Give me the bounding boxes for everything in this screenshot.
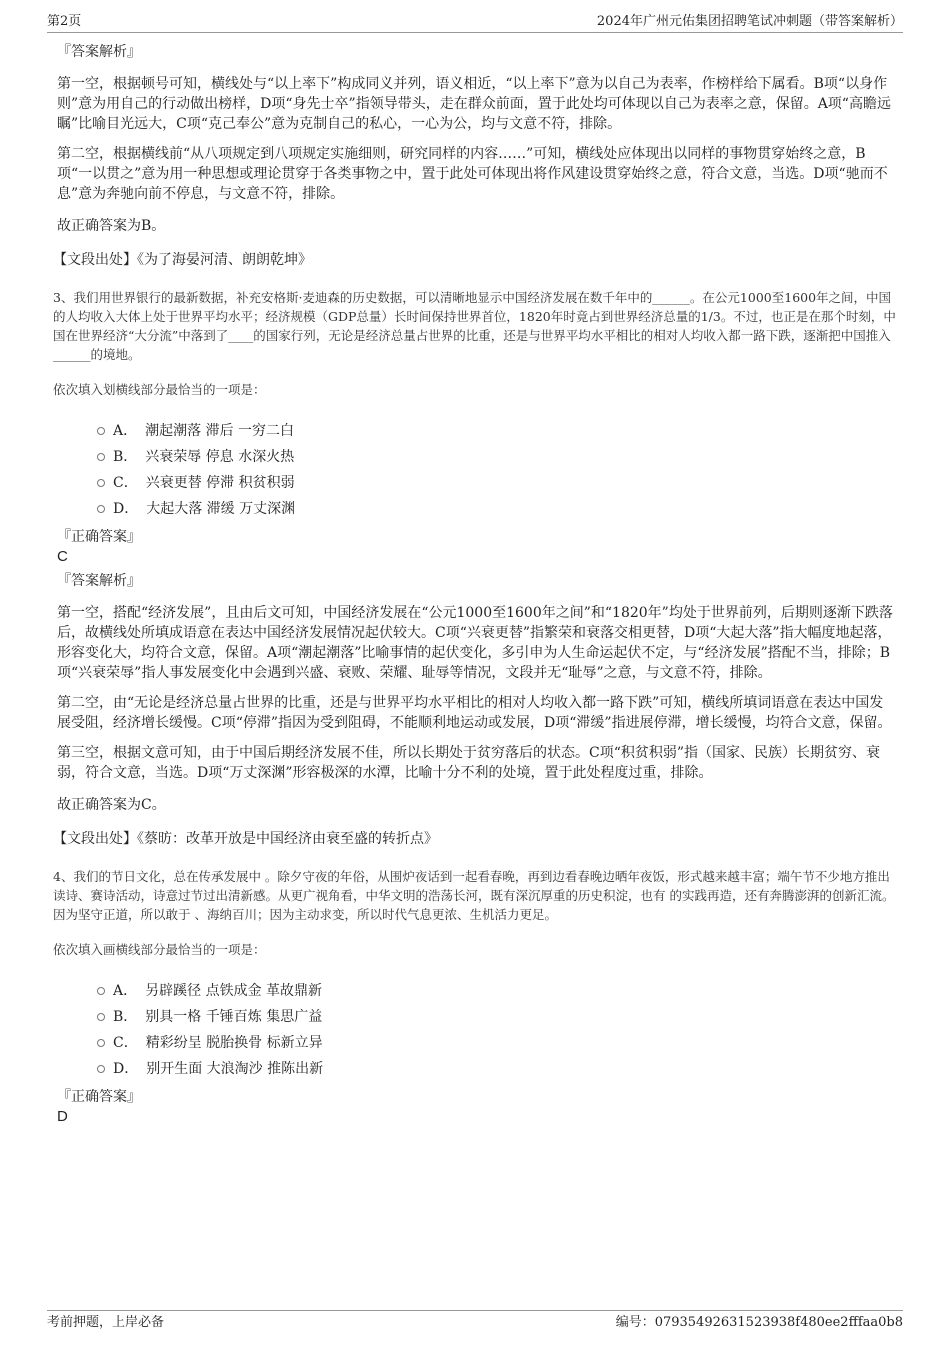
radio-button[interactable] [97, 1013, 105, 1021]
correct-answer-value: C [57, 548, 68, 565]
analysis-paragraph: 第一空，搭配“经济发展”，且由后文可知，中国经济发展在“公元1000至1600年之间”和“1820年”均处于世界前列，后期则逐渐下跌落后，故横线处所填成语意在表达中国经济发展情况起伏较大。C项“兴衰更替”指繁荣和衰落交相更替，D项“大起大落”指大幅度地起落，形容变化大，均符合文意，保留。A项“潮起潮落”比喻事情的起伏变化，多引申为人生命运起伏不定，与“经济发展”搭配不当，排除；B项“兴衰荣辱”指人事发展变化中会遇到兴盛、衰败、荣耀、耻辱等情况，文段并无“耻辱”之意，与文意不符，排除。 [57, 605, 893, 681]
document-title: 2024年广州元佑集团招聘笔试冲刺题（带答案解析） [596, 14, 903, 29]
option-b[interactable]: B． 别具一格 千锤百炼 集思广益 [97, 1004, 897, 1030]
page-content [53, 42, 897, 1126]
document-id: 编号：07935492631523938f480ee2fffaa0b8 [615, 1315, 903, 1330]
question-4-prompt: 依次填入画横线部分最恰当的一项是： [53, 942, 266, 957]
final-answer: 故正确答案为B。 [57, 218, 166, 234]
analysis-paragraph: 第一空，根据顿号可知，横线处与“以上率下”构成同义并列，语义相近，“以上率下”意为以自己为表率，作榜样给下属看。B项“以身作则”意为用自己的行动做出榜样，D项“身先士卒”指领导带头，走在群众前面，置于此处均可体现以自己为表率之意，保留。A项“高瞻远瞩”比喻目光远大，C项“克己奉公”意为克制自己的私心，一心为公，均与文意不符，排除。 [57, 76, 891, 132]
analysis-paragraph: 第三空，根据文意可知，由于中国后期经济发展不佳，所以长期处于贫穷落后的状态。C项“积贫积弱”指（国家、民族）长期贫穷、衰弱，符合文意，当选。D项“万丈深渊”形容极深的水潭，比喻十分不利的处境，置于此处程度过重，排除。 [57, 745, 881, 781]
correct-answer-label: 『正确答案』 [57, 529, 141, 545]
analysis-label: 『答案解析』 [57, 44, 141, 60]
question-4-options [97, 978, 897, 1082]
page-footer [47, 1310, 903, 1333]
option-d[interactable]: D． 大起大落 滞缓 万丈深渊 [97, 496, 897, 522]
radio-button[interactable] [97, 427, 105, 435]
radio-button[interactable] [97, 453, 105, 461]
option-c[interactable]: C． 精彩纷呈 脱胎换骨 标新立异 [97, 1030, 897, 1056]
question-3-options [97, 418, 897, 522]
radio-button[interactable] [97, 1039, 105, 1047]
option-a[interactable]: A． 另辟蹊径 点铁成金 革故鼎新 [97, 978, 897, 1004]
source-citation: 【文段出处】《蔡昉：改革开放是中国经济由衰至盛的转折点》 [53, 831, 438, 847]
page-number: 第2页 [47, 14, 82, 29]
analysis-paragraph: 第二空，由“无论是经济总量占世界的比重，还是与世界平均水平相比的相对人均收入都一路下跌”可知，横线所填词语意在表达中国发展受阻，经济增长缓慢。C项“停滞”指因为受到阻碍，不能顺利地运动或发展，D项“滞缓”指进展停滞，增长缓慢，均符合文意，保留。 [57, 695, 892, 731]
radio-button[interactable] [97, 987, 105, 995]
radio-button[interactable] [97, 479, 105, 487]
analysis-label: 『答案解析』 [57, 573, 141, 589]
option-d[interactable]: D． 别开生面 大浪淘沙 推陈出新 [97, 1056, 897, 1082]
final-answer: 故正确答案为C。 [57, 797, 166, 813]
correct-answer-label: 『正确答案』 [57, 1089, 141, 1105]
analysis-paragraph: 第二空，根据横线前“从八项规定到八项规定实施细则，研究同样的内容……”可知，横线处应体现出以同样的事物贯穿始终之意，B项“一以贯之”意为用一种思想或理论贯穿于各类事物之中，置于此处可体现出将作风建设贯穿始终之意，符合文意，当选。D项“驰而不息”意为奔驰向前不停息，与文意不符，排除。 [57, 146, 888, 202]
page-header [47, 12, 903, 33]
question-3-text: 3、我们用世界银行的最新数据，补充安格斯·麦迪森的历史数据，可以清晰地显示中国经济发展在数千年中的______。在公元1000至1600年之间，中国的人均收入大体上处于世界平均水平；经济规模（GDP总量）长时间保持世界首位，1820年时竟占到世界经济总量的1/3。不过，也正是在那个时刻，中国在世界经济“大分流”中落到了____的国家行列，无论是经济总量占世界的比重，还是与世界平均水平相比的相对人均收入都一路下跌，逐渐把中国推入______的境地。 [53, 290, 896, 362]
question-3-prompt: 依次填入划横线部分最恰当的一项是： [53, 382, 266, 397]
option-b[interactable]: B． 兴衰荣辱 停息 水深火热 [97, 444, 897, 470]
question-4-text: 4、我们的节日文化，总在传承发展中 。除夕守夜的年俗，从围炉夜话到一起看春晚，再到边看春晚边晒年夜饭，形式越来越丰富；端午节不少地方推出读诗、赛诗活动，诗意过节过出清新感。从更广视角看，中华文明的浩荡长河，既有深沉厚重的历史积淀，也有 的实践再造，还有奔腾澎湃的创新汇流。因为坚守正道，所以敢于 、海纳百川；因为主动求变，所以时代气息更浓、生机活力更足。 [53, 869, 895, 922]
radio-button[interactable] [97, 1065, 105, 1073]
source-citation: 【文段出处】《为了海晏河清、朗朗乾坤》 [53, 252, 312, 268]
option-a[interactable]: A． 潮起潮落 滞后 一穷二白 [97, 418, 897, 444]
radio-button[interactable] [97, 505, 105, 513]
correct-answer-value: D [57, 1108, 68, 1125]
footer-slogan: 考前押题，上岸必备 [47, 1315, 165, 1330]
option-c[interactable]: C． 兴衰更替 停滞 积贫积弱 [97, 470, 897, 496]
